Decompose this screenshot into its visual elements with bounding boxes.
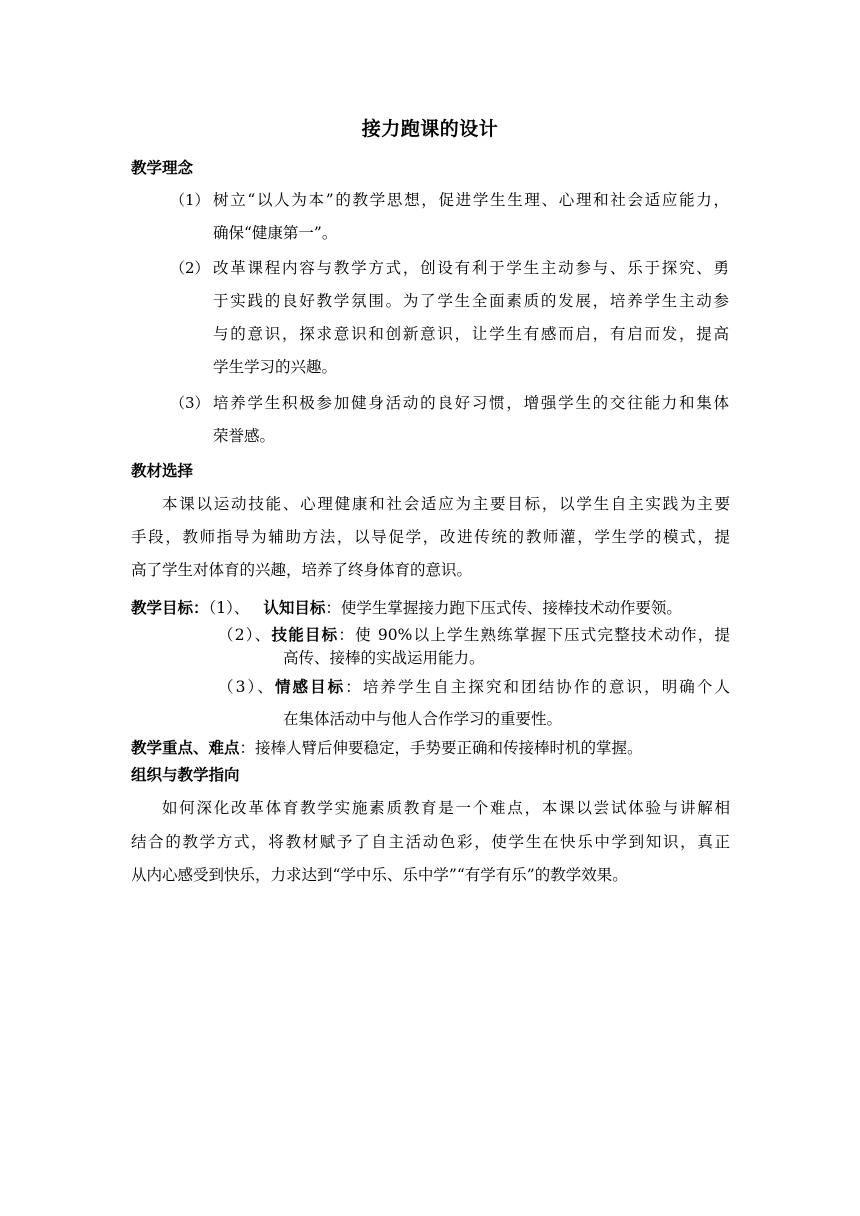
goal-text: ：培养学生自主探究和团结协作的意识，明确个人: [345, 678, 730, 696]
list-item-number: （3）: [170, 394, 210, 412]
goal-label: 情感目标: [274, 677, 346, 696]
document-title: 接力跑课的设计: [361, 118, 499, 140]
list-item-line: 确保“健康第一”。: [213, 224, 338, 242]
key-points-text: ：接棒人臂后伸要稳定，手势要正确和传接棒时机的掌握。: [239, 739, 643, 757]
paragraph-line: 结合的教学方式，将教材赋予了自主活动色彩，使学生在快乐中学到知识，真正: [131, 833, 730, 851]
goal-text-continued: 高传、接棒的实战运用能力。: [283, 649, 485, 667]
list-item-line: 改革课程内容与教学方式，创设有利于学生主动参与、乐于探究、勇: [213, 259, 729, 277]
list-item-number: （2）: [170, 259, 210, 277]
list-item-line: 荣誉感。: [213, 427, 276, 445]
list-item-line: 培养学生积极参加健身活动的良好习惯，增强学生的交往能力和集体: [213, 394, 729, 412]
teaching-goal-row-3: [218, 670, 730, 704]
goal-text-continued: 在集体活动中与他人合作学习的重要性。: [283, 710, 563, 728]
section-heading-teaching-philosophy: 教学理念: [131, 158, 194, 177]
goal-label: 认知目标: [263, 598, 326, 617]
goal-number: （3）、: [218, 678, 275, 696]
section-heading-key-points: 教学重点、难点: [131, 738, 240, 757]
goal-text: ：使 90%以上学生熟练掌握下压式完整技术动作，提: [338, 626, 730, 644]
key-points-row: [131, 731, 643, 765]
paragraph-line: 如何深化改革体育教学实施素质教育是一个难点，本课以尝试体验与讲解相: [162, 799, 730, 817]
goal-label: 技能目标: [271, 625, 339, 644]
paragraph-line: 从内心感受到快乐，力求达到“学中乐、乐中学”“有学有乐”的教学效果。: [131, 866, 628, 884]
paragraph-line: 高了学生对体育的兴趣，培养了终身体育的意识。: [131, 561, 473, 579]
goal-number: （1）、: [208, 599, 250, 617]
section-heading-material-selection: 教材选择: [131, 461, 194, 480]
paragraph-line: 手段，教师指导为辅助方法，以导促学，改进传统的教师灌，学生学的模式，提: [131, 528, 730, 546]
section-heading-organization: 组织与教学指向: [131, 765, 240, 784]
goal-number: （2）、: [218, 626, 272, 644]
list-item-line: 与的意识，探求意识和创新意识，让学生有感而启，有启而发，提高: [213, 325, 729, 343]
list-item-line: 树立“以人为本”的教学思想，促进学生生理、心理和社会适应能力，: [213, 191, 729, 209]
list-item-line: 学生学习的兴趣。: [213, 358, 338, 376]
list-item-number: （1）: [170, 191, 210, 209]
section-heading-teaching-goals: 教学目标：: [131, 598, 209, 617]
list-item-line: 于实践的良好教学氛围。为了学生全面素质的发展，培养学生主动参: [213, 292, 729, 310]
goal-text: ：使学生掌握接力跑下压式传、接棒技术动作要领。: [325, 599, 682, 617]
paragraph-line: 本课以运动技能、心理健康和社会适应为主要目标，以学生自主实践为主要: [162, 495, 730, 513]
